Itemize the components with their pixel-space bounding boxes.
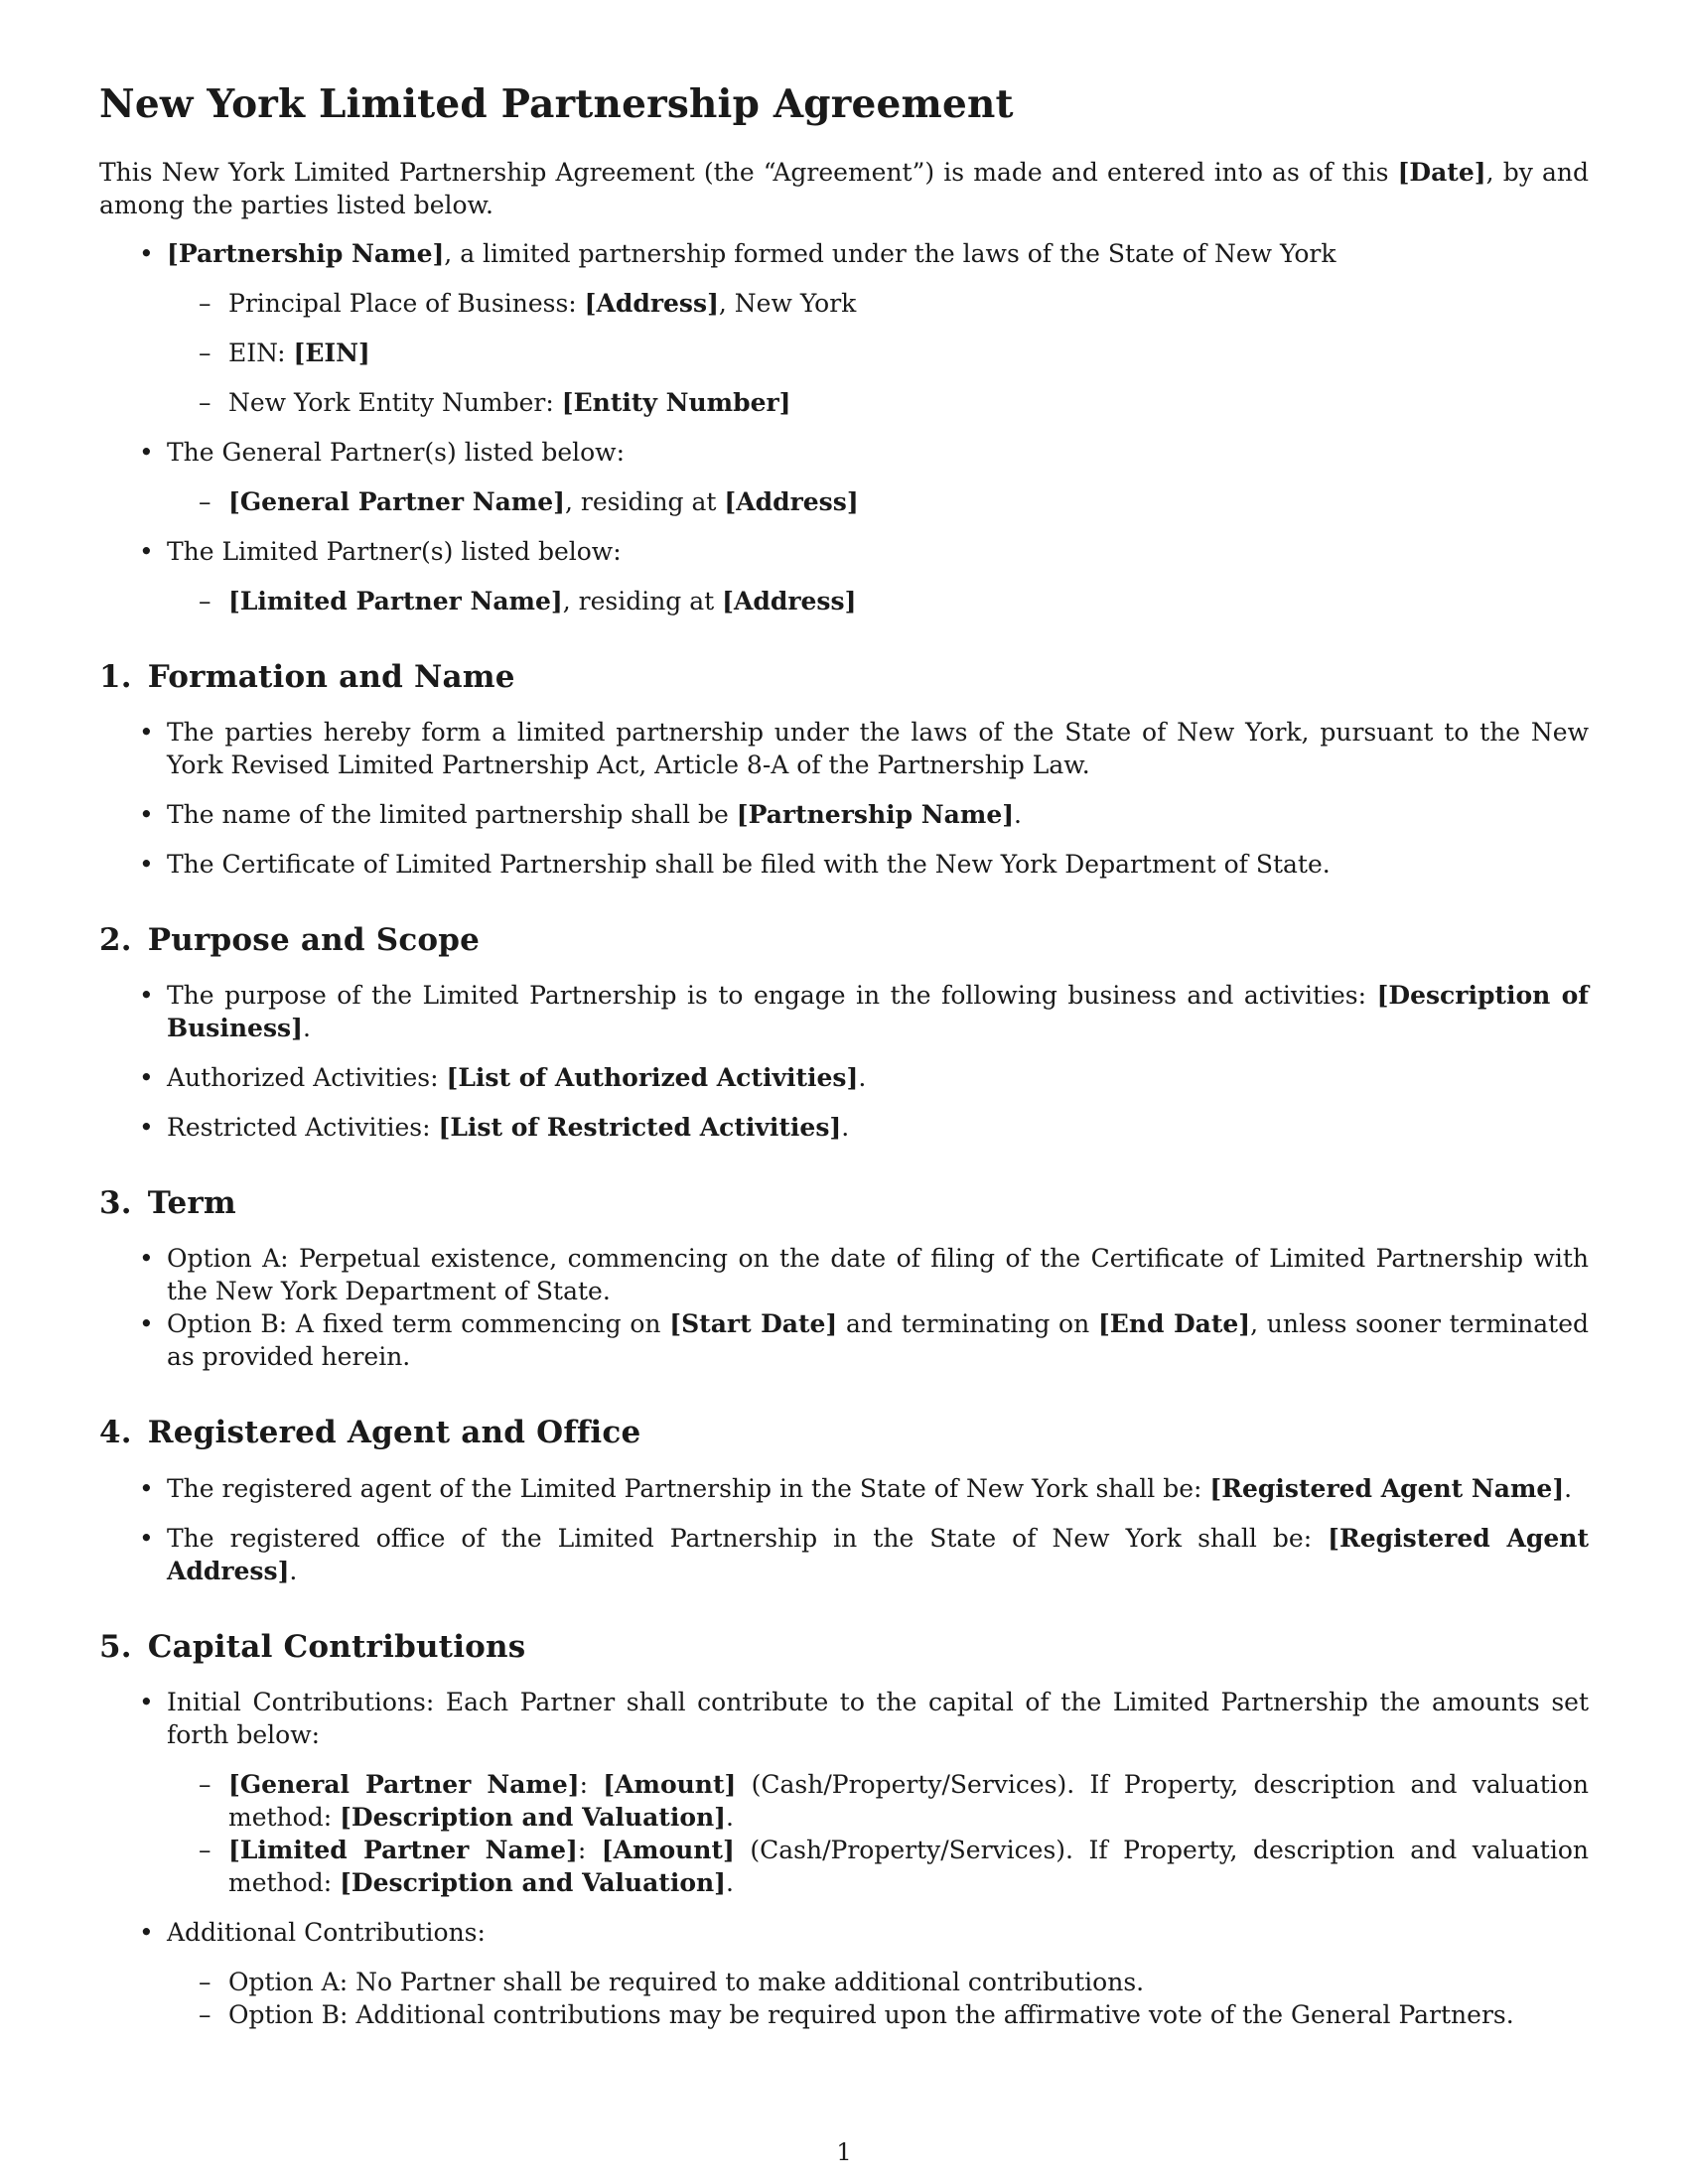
item-text-end: . (302, 1014, 311, 1043)
section-heading-4 (99, 1415, 1589, 1451)
list-item (99, 1522, 1589, 1587)
contribution-text: (Cash/Property/Services). If Property, description and valuation method: (228, 1769, 1590, 1832)
page-number: 1 (836, 2138, 852, 2166)
lp-residing: , residing at (562, 586, 723, 615)
end-date-field: [End Date] (1097, 1309, 1251, 1339)
intro-paragraph (99, 156, 1589, 221)
period: . (726, 1867, 734, 1897)
section-number: 2. (99, 921, 132, 958)
entity-number-field: [Entity Number] (561, 387, 791, 417)
entity-label: New York Entity Number: (228, 387, 562, 417)
item-text-end: . (841, 1113, 850, 1143)
item-text-end: , unless sooner terminated as provided herein. (167, 1309, 1590, 1372)
partnership-details (167, 287, 1589, 419)
item-text: Option B: A fixed term commencing on (167, 1309, 670, 1339)
list-item (99, 1686, 1589, 1899)
additional-contributions-text: Additional Contributions: (167, 1917, 486, 1947)
parties-list (99, 237, 1589, 617)
amount-field: [Amount] (601, 1835, 735, 1864)
section-heading-5 (99, 1629, 1589, 1666)
amount-field: [Amount] (603, 1769, 737, 1799)
list-item (167, 287, 1589, 320)
initial-contributions-list (167, 1768, 1589, 1899)
section-number: 3. (99, 1185, 132, 1222)
item-text: Authorized Activities: (167, 1063, 447, 1093)
list-item (99, 535, 1589, 617)
list-item (167, 1834, 1589, 1899)
gp-name-field: [General Partner Name] (228, 486, 565, 516)
partnership-name-field: [Partnership Name] (167, 238, 445, 268)
partnership-desc: , a limited partnership formed under the laws of the State of New York (444, 238, 1336, 268)
colon: : (579, 1769, 604, 1799)
item-text-end: . (1014, 799, 1022, 829)
ein-label: EIN: (228, 338, 294, 367)
list-item: • Option A: Perpetual existence, commencing on the date of filing of the Certificate of Limited Partnership with the New York Department of State. (99, 1242, 1589, 1307)
gp-heading: The General Partner(s) listed below: (167, 437, 625, 467)
list-item (167, 1768, 1589, 1834)
list-item: – Option B: Additional contributions may be required upon the affirmative vote of the General Partners. (167, 1998, 1589, 2031)
list-item (167, 386, 1589, 419)
item-text: The purpose of the Limited Partnership is to engage in the following business and activities: (167, 981, 1377, 1011)
restricted-activities-field: [List of Restricted Activities] (438, 1113, 842, 1143)
period: . (726, 1802, 734, 1832)
document-title: New York Limited Partnership Agreement (99, 81, 1014, 127)
section-title: Formation and Name (147, 658, 515, 695)
list-item (99, 1307, 1589, 1373)
valuation-field: [Description and Valuation] (340, 1802, 726, 1832)
item-text-mid: and terminating on (837, 1309, 1098, 1339)
section-title: Purpose and Scope (147, 921, 481, 958)
ein-field: [EIN] (293, 338, 370, 367)
list-item (99, 237, 1589, 419)
contribution-text: (Cash/Property/Services). If Property, description and valuation method: (228, 1835, 1590, 1897)
section-2-list (99, 979, 1589, 1144)
place-label: Principal Place of Business: (228, 288, 585, 318)
item-text: The name of the limited partnership shall be (167, 799, 737, 829)
business-description-field: [Description of Business] (167, 981, 1589, 1043)
gp-list (167, 485, 1589, 518)
item-text: The registered office of the Limited Partnership in the State of New York shall be: (167, 1523, 1329, 1553)
partnership-name-field: [Partnership Name] (736, 799, 1015, 829)
list-item: – Option A: No Partner shall be required to make additional contributions. (167, 1966, 1589, 1998)
start-date-field: [Start Date] (669, 1309, 838, 1339)
colon: : (577, 1835, 602, 1864)
list-item (99, 1061, 1589, 1094)
item-text: The registered agent of the Limited Partnership in the State of New York shall be: (167, 1473, 1210, 1503)
list-item (167, 585, 1589, 617)
list-item (99, 798, 1589, 831)
gp-address-field: [Address] (724, 486, 859, 516)
section-1-list (99, 716, 1589, 881)
list-item (167, 337, 1589, 369)
section-number: 4. (99, 1415, 132, 1451)
lp-heading: The Limited Partner(s) listed below: (167, 536, 622, 566)
item-text-end: . (858, 1063, 867, 1093)
section-title: Capital Contributions (147, 1628, 526, 1665)
list-item (99, 1916, 1589, 2031)
place-suffix: , New York (718, 288, 857, 318)
list-item (99, 979, 1589, 1044)
date-field: [Date] (1397, 157, 1486, 187)
section-4-list (99, 1472, 1589, 1587)
intro-text-end: , by and among the parties listed below. (99, 157, 1589, 219)
lp-name-field: [Limited Partner Name] (228, 586, 563, 615)
lp-address-field: [Address] (722, 586, 857, 615)
lp-name-field: [Limited Partner Name] (228, 1835, 578, 1864)
additional-contributions-list (167, 1966, 1589, 2031)
item-text-end: . (289, 1556, 298, 1585)
valuation-field: [Description and Valuation] (340, 1867, 726, 1897)
list-item: • The Certificate of Limited Partnership shall be filed with the New York Department of State. (99, 848, 1589, 881)
section-title: Term (147, 1185, 236, 1222)
list-item: • The parties hereby form a limited partnership under the laws of the State of New York, pursuant to the New York Revised Limited Partnership Act, Article 8-A of the Partnership Law. (99, 716, 1589, 781)
list-item (99, 436, 1589, 518)
section-5-list (99, 1686, 1589, 2031)
list-item (167, 485, 1589, 518)
list-item (99, 1472, 1589, 1505)
list-item (99, 1111, 1589, 1144)
section-heading-3 (99, 1185, 1589, 1222)
intro-text: This New York Limited Partnership Agreement (the “Agreement”) is made and entered into as of this (99, 157, 1398, 187)
section-number: 5. (99, 1628, 132, 1665)
lp-list (167, 585, 1589, 617)
initial-contributions-text: Initial Contributions: Each Partner shall contribute to the capital of the Limited Partnership the amounts set forth below: (167, 1687, 1589, 1749)
section-heading-2 (99, 922, 1589, 959)
section-number: 1. (99, 658, 132, 695)
item-text-end: . (1564, 1473, 1573, 1503)
registered-agent-address-field: [Registered Agent Address] (167, 1523, 1589, 1585)
address-field: [Address] (584, 288, 719, 318)
item-text: Restricted Activities: (167, 1113, 439, 1143)
section-title: Registered Agent and Office (147, 1415, 641, 1451)
gp-name-field: [General Partner Name] (228, 1769, 580, 1799)
gp-residing: , residing at (564, 486, 725, 516)
document-page (99, 81, 1589, 2048)
registered-agent-name-field: [Registered Agent Name] (1209, 1473, 1565, 1503)
section-heading-1 (99, 659, 1589, 696)
section-3-list (99, 1242, 1589, 1373)
authorized-activities-field: [List of Authorized Activities] (446, 1063, 859, 1093)
